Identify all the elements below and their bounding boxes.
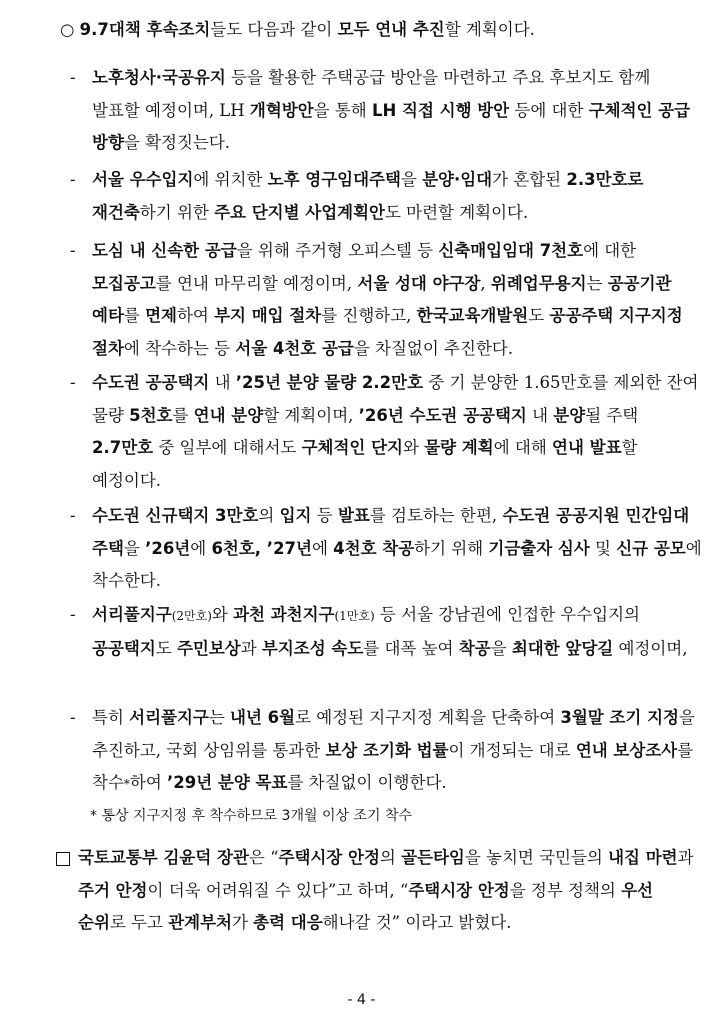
- bullet-item-2: [70, 164, 702, 229]
- bold-text-run: 주택시장 안정: [278, 848, 380, 867]
- bold-text-run: 2.3만호로 재건축: [92, 170, 644, 222]
- bold-text-run: 구체적인 공급 방향: [92, 100, 691, 152]
- text-run: 도: [528, 306, 550, 325]
- bold-text-run: 국토교통부 김윤덕 장관: [78, 848, 249, 867]
- bold-text-run: 관계부처: [168, 913, 232, 932]
- text-run: 를 진행하고,: [321, 306, 417, 325]
- bold-text-run: 착공: [458, 638, 491, 658]
- text-run: 에 위치한: [193, 170, 268, 189]
- bold-text-run: 연내 보상조사: [575, 740, 678, 760]
- bold-text-run: 연내 분양: [193, 405, 264, 425]
- bold-text-run: ’26년 수도권 공공택지: [358, 405, 527, 425]
- bold-text-run: 4천호 착공: [333, 538, 415, 558]
- bold-text-run: 노후 영구임대주택: [267, 170, 401, 189]
- bullet-dash: -: [70, 708, 76, 727]
- bullet-item-7: [70, 702, 702, 801]
- bold-text-run: 최대한 앞당길: [511, 638, 614, 658]
- text-run: 들도 다음과 같이: [210, 20, 338, 39]
- bold-text-run: 수도권 신규택지 3만호: [92, 506, 259, 525]
- text-run: 를: [123, 306, 146, 325]
- bullet-dash: -: [70, 170, 76, 189]
- bold-text-run: 서울 성대 야구장: [357, 273, 481, 293]
- text-run: 를: [172, 405, 194, 425]
- bold-text-run: 위례업무용지: [490, 273, 587, 293]
- bold-text-run: 기금출자 심사: [488, 538, 590, 558]
- text-run: 의: [258, 506, 280, 525]
- text-run: 내: [209, 373, 236, 392]
- text-run: 와: [403, 438, 425, 457]
- bold-text-run: 면제: [145, 306, 177, 325]
- bold-text-run: 발표: [337, 506, 370, 525]
- page-number: - 4 -: [347, 992, 376, 1008]
- bold-text-run: 과천 과천지구: [233, 605, 335, 624]
- text-run: 및: [589, 538, 617, 558]
- text-run: 을: [123, 538, 146, 558]
- text-run: 을 추진하고, 국회 상임위를 통과한: [92, 708, 695, 760]
- text-run: 등: [311, 506, 338, 525]
- text-run: 에 대해: [493, 438, 553, 457]
- bold-text-run: 공공주택 지구지정 절차: [92, 306, 683, 358]
- bullet-item-4: [70, 367, 702, 497]
- text-run: 해나갈 것” 이라고 밝혔다.: [322, 913, 512, 932]
- bold-text-run: 한국교육개발원: [416, 306, 529, 325]
- bold-text-run: 총력 대응: [253, 913, 323, 932]
- bullet-dash: -: [70, 605, 76, 624]
- text-run: 중 기 분양한 1.65만호를 제외한 잔여 물량: [92, 373, 699, 425]
- text-run: 로 두고: [109, 913, 169, 932]
- bold-text-run: 3월말 조기 지정: [560, 708, 679, 727]
- text-run: 도: [155, 638, 177, 658]
- bold-text-run: 개혁방안: [249, 100, 314, 120]
- text-run: 을 차질없이 추진한다.: [353, 338, 514, 358]
- bold-text-run: 내집 마련: [608, 848, 678, 867]
- text-run: 할 예정이다.: [92, 438, 638, 490]
- text-run: 을: [490, 638, 512, 658]
- bold-text-run: 주택시장 안정: [408, 880, 510, 900]
- closing-paragraph: [48, 842, 704, 940]
- text-run: 이 더욱 어려워질 수 있다”고 하며, “: [147, 880, 409, 900]
- text-run: 특히: [92, 708, 130, 727]
- text-run: ,: [480, 273, 491, 293]
- text-run: 등을 활용한 주택공급 방안을 마련하고 주요 후보지도 함께 발표할 예정이며, LH: [92, 68, 651, 120]
- bold-text-run: 신규 공모: [616, 538, 686, 558]
- text-run: 을 놓치면 국민들의: [464, 848, 609, 867]
- text-run: 하기 위한: [139, 202, 215, 222]
- text-run: 로 예정된 지구지정 계획을 단축하여: [295, 708, 561, 727]
- text-run: (1만호): [334, 609, 375, 623]
- text-run: 은 “: [248, 848, 279, 867]
- text-run: 는: [586, 273, 608, 293]
- bold-text-run: 분양: [553, 405, 586, 425]
- bold-text-run: 구체적인 단지: [301, 438, 403, 457]
- text-run: 가: [231, 913, 254, 932]
- intro-paragraph: [60, 14, 700, 47]
- bold-text-run: 주요 단지별 사업계획안: [214, 202, 385, 222]
- bold-text-run: 공공택지: [92, 638, 156, 658]
- text-run: 에 착수한다.: [92, 538, 702, 590]
- bold-text-run: 신축매입임대 7천호: [438, 241, 584, 260]
- text-run: 를 대폭 높여: [363, 638, 459, 658]
- bullet-dash: -: [70, 506, 76, 525]
- bold-text-run: 골든타임: [401, 848, 465, 867]
- bullet-item-1: [70, 62, 702, 160]
- bullet-dash: -: [70, 241, 76, 260]
- text-run: 등 서울 강남권에 인접한 우수입지의: [374, 605, 640, 624]
- bold-text-run: 수도권 공공지원 민간임대 주택: [92, 506, 690, 558]
- bold-text-run: 주거 안정: [78, 880, 148, 900]
- text-run: 중 일부에 대해서도: [153, 438, 302, 457]
- text-run: 내: [526, 405, 554, 425]
- text-run: 를 차질없이 이행한다.: [287, 773, 447, 792]
- bold-text-run: 2.7만호: [92, 438, 154, 457]
- text-run: 에: [190, 538, 212, 558]
- checkbox-square-icon: [56, 852, 70, 866]
- text-run: 을 확정짓는다.: [123, 133, 231, 152]
- text-run: *: [123, 777, 130, 791]
- text-run: 도 마련할 계획이다.: [384, 202, 529, 222]
- text-run: (2만호): [171, 609, 212, 623]
- text-run: 를 착수: [92, 740, 694, 792]
- bold-text-run: 6천호, ’27년: [211, 538, 312, 558]
- text-run: 에 대한: [583, 241, 637, 260]
- bold-text-run: 주민보상: [176, 638, 241, 658]
- bullet-item-3: [70, 235, 702, 365]
- bold-text-run: LH 직접 시행 방안: [371, 100, 510, 120]
- bullet-item-6: [70, 599, 702, 665]
- text-run: 을: [400, 170, 423, 189]
- text-run: 이 개정되는 대로: [448, 740, 576, 760]
- bold-text-run: 모두 연내 추진: [337, 20, 445, 39]
- text-run: 등에 대한: [509, 100, 589, 120]
- text-run: 예정이며,: [613, 638, 688, 658]
- text-run: 를 연내 마무리할 예정이며,: [155, 273, 358, 293]
- bold-text-run: 서리풀지구: [129, 708, 209, 727]
- text-run: 를 검토하는 한편,: [369, 506, 503, 525]
- text-run: 을 정부 정책의: [509, 880, 622, 900]
- bold-text-run: 공공기관 예타: [92, 273, 672, 325]
- text-run: 과: [677, 848, 694, 867]
- footnote: * 통상 지구지정 후 착수하므로 3개월 이상 조기 착수: [90, 808, 412, 824]
- bold-text-run: 우선 순위: [78, 880, 653, 932]
- text-run: 에: [311, 538, 334, 558]
- text-run: 될 주택: [585, 405, 639, 425]
- bold-text-run: 분양·임대: [422, 170, 493, 189]
- bold-text-run: 물량 계획: [424, 438, 494, 457]
- bold-text-run: 서울 4천호 공급: [235, 338, 354, 358]
- text-run: ○: [60, 20, 80, 39]
- bold-text-run: 노후청사·국공유지: [92, 68, 226, 87]
- bullet-dash: -: [70, 373, 76, 392]
- text-run: 하여: [129, 773, 168, 792]
- bold-text-run: 수도권 공공택지: [92, 373, 210, 392]
- text-run: 의: [379, 848, 402, 867]
- bold-text-run: 도심 내 신속한 공급: [92, 241, 237, 260]
- text-run: 할 계획이며,: [263, 405, 359, 425]
- text-run: 과: [240, 638, 262, 658]
- text-run: 을 통해: [313, 100, 372, 120]
- bold-text-run: 서리풀지구: [92, 605, 172, 624]
- text-run: 가 혼합된: [492, 170, 567, 189]
- bold-text-run: 모집공고: [92, 273, 156, 293]
- text-run: 와: [211, 605, 234, 624]
- bold-text-run: 보상 조기화 법률: [325, 740, 449, 760]
- bullet-item-5: [70, 500, 702, 598]
- bold-text-run: 5천호: [129, 405, 173, 425]
- bold-text-run: 부지조성 속도: [261, 638, 364, 658]
- text-run: 에 착수하는 등: [123, 338, 236, 358]
- text-run: 하여: [176, 306, 215, 325]
- bold-text-run: 서울 우수입지: [92, 170, 194, 189]
- bold-text-run: 부지 매입 절차: [214, 306, 322, 325]
- bold-text-run: ’26년: [145, 538, 191, 558]
- text-run: 할 계획이다.: [444, 20, 535, 39]
- bold-text-run: ’25년 분양 물량 2.2만호: [235, 373, 424, 392]
- bold-text-run: 입지: [279, 506, 312, 525]
- text-run: 는: [208, 708, 231, 727]
- bold-text-run: 내년 6월: [230, 708, 296, 727]
- text-run: 하기 위해: [414, 538, 489, 558]
- bullet-dash: -: [70, 68, 76, 87]
- bold-text-run: ’29년 분양 목표: [167, 773, 288, 792]
- text-run: 을 위해 주거형 오피스텔 등: [236, 241, 439, 260]
- bold-text-run: 9.7대책 후속조치: [79, 20, 211, 39]
- bold-text-run: 연내 발표: [552, 438, 622, 457]
